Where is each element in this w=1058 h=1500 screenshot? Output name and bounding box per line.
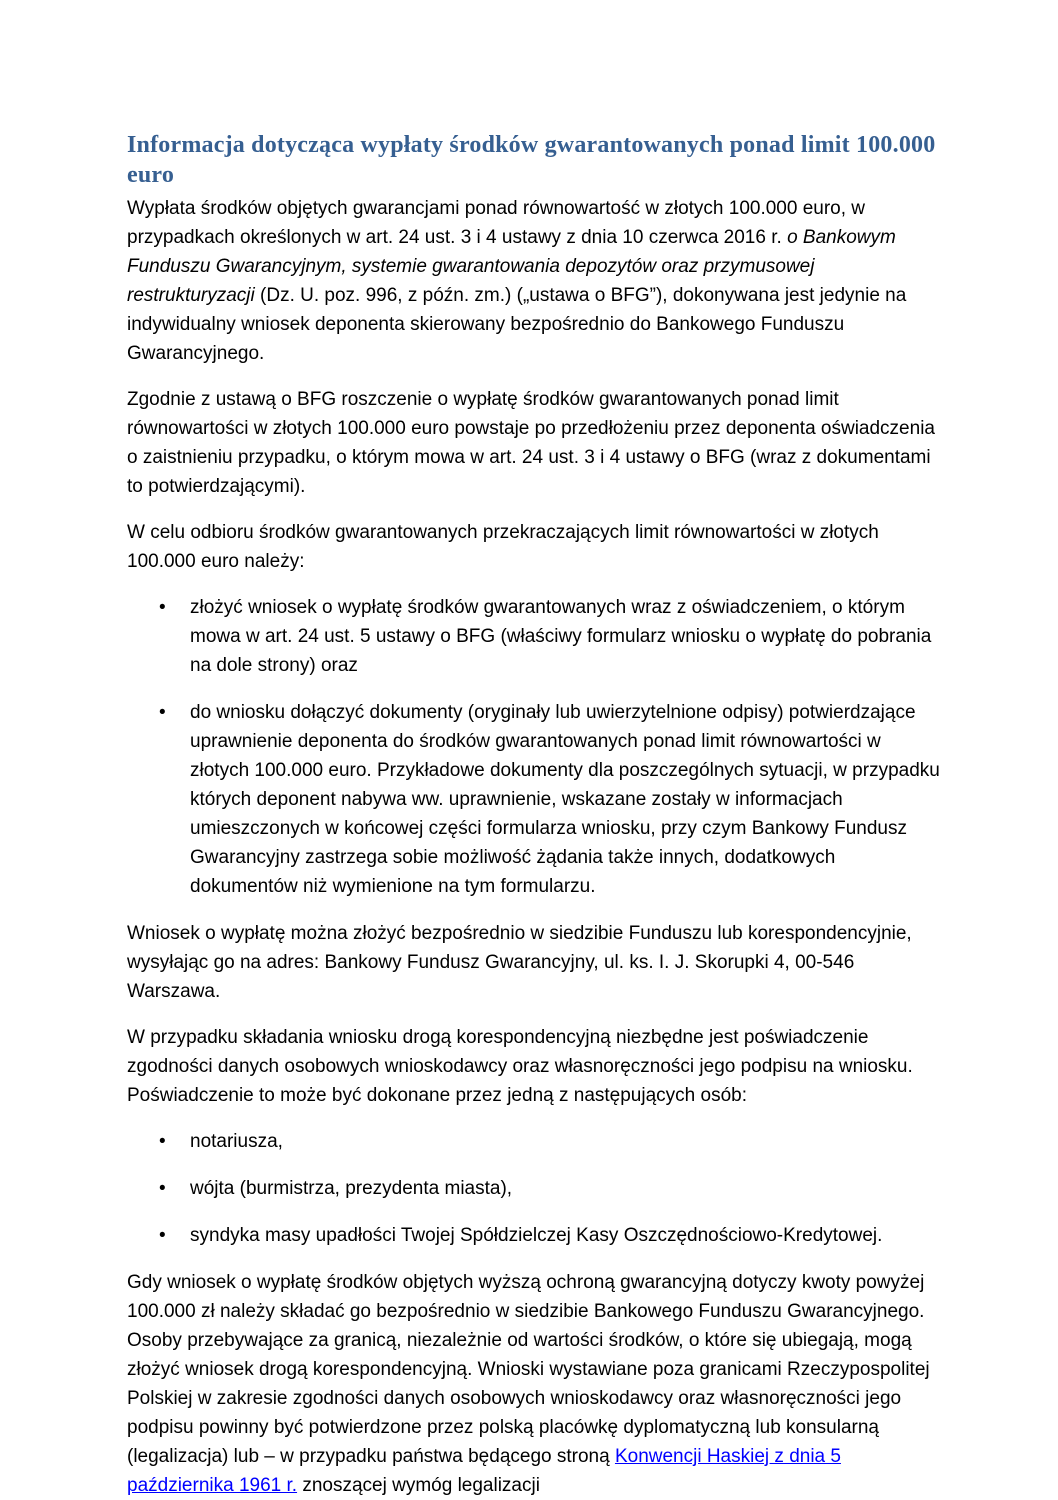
certification-intro-paragraph: W przypadku składania wniosku drogą korespondencyjną niezbędne jest poświadczenie zgodności danych osobowych wnioskodawcy oraz własnoręczności jego podpisu na wniosku. Poświadczenie to może być dokonane przez jedną z następujących osób: [127,1027,913,1106]
closing-text-before-link: Gdy wniosek o wypłatę środków objętych wyższą ochroną gwarancyjną dotyczy kwoty powyżej 100.000 zł należy składać go bezpośrednio w siedzibie Bankowego Funduszu Gwarancyjnego. Osoby przebywające za granicą, niezależnie od wartości środków, o które się ubiegają, mogą złożyć wniosek drogą korespondencyjną. Wnioski wystawiane poza granicami Rzeczypospolitej Polskiej w zakresie zgodności danych osobowych wnioskodawcy oraz własnoręczności jego podpisu powinny być potwierdzone przez polską placówkę dyplomatyczną lub konsularną (legalizacja) lub – w przypadku państwa będącego stroną [127,1272,930,1467]
claim-paragraph: Zgodnie z ustawą o BFG roszczenie o wypłatę środków gwarantowanych ponad limit równowartości w złotych 100.000 euro powstaje po przedłożeniu przez deponenta oświadczenia o zaistnieniu przypadku, o którym mowa w art. 24 ust. 3 i 4 ustawy o BFG (wraz z dokumentami to potwierdzającymi). [127,389,935,497]
certifiers-list-item-notary: • notariusza, [190,1127,941,1156]
intro-paragraph [127,194,941,368]
law-title-italic: o Bankowym Funduszu Gwarancyjnym, systemie gwarantowania depozytów oraz przymusowej restrukturyzacji [127,227,896,306]
certifiers-list-item-trustee: • syndyka masy upadłości Twojej Spółdzielczej Kasy Oszczędnościowo-Kredytowej. [190,1221,941,1250]
steps-list [127,593,941,901]
steps-list-item-1: • złożyć wniosek o wypłatę środków gwarantowanych wraz z oświadczeniem, o którym mowa w art. 24 ust. 5 ustawy o BFG (właściwy formularz wniosku o wypłatę do pobrania na dole strony) oraz [190,593,941,680]
closing-paragraph [127,1268,941,1500]
submission-paragraph: Wniosek o wypłatę można złożyć bezpośrednio w siedzibie Funduszu lub korespondencyjnie, wysyłając go na adres: Bankowy Fundusz Gwarancyjny, ul. ks. I. J. Skorupki 4, 00-546 Warszawa. [127,923,912,1002]
page-title: Informacja dotycząca wypłaty środków gwarantowanych ponad limit 100.000 euro [127,132,936,188]
steps-list-item-2: • do wniosku dołączyć dokumenty (oryginały lub uwierzytelnione odpisy) potwierdzające uprawnienie deponenta do środków gwarantowanych ponad limit równowartości w złotych 100.000 euro. Przykładowe dokumenty dla poszczególnych sytuacji, w przypadku których deponent nabywa ww. uprawnienie, wskazane zostały w informacjach umieszczonych w końcowej części formularza wniosku, przy czym Bankowy Fundusz Gwarancyjny zastrzega sobie możliwość żądania także innych, dodatkowych dokumentów niż wymienione na tym formularzu. [190,698,941,901]
hague-convention-link[interactable]: Konwencji Haskiej z dnia 5 października 1961 r. [127,1446,841,1496]
intro-text-after-italic: (Dz. U. poz. 996, z późn. zm.) („ustawa o BFG”), dokonywana jest jedynie na indywidualny wniosek deponenta skierowany bezpośrednio do Bankowego Funduszu Gwarancyjnego. [127,285,907,364]
certifiers-list-item-mayor: • wójta (burmistrza, prezydenta miasta), [190,1174,941,1203]
intro-text-before-italic: Wypłata środków objętych gwarancjami ponad równowartość w złotych 100.000 euro, w przypadkach określonych w art. 24 ust. 3 i 4 ustawy z dnia 10 czerwca 2016 r. [127,198,866,248]
closing-text-after-link: znoszącej wymóg legalizacji [297,1475,540,1496]
certifiers-list [127,1127,941,1250]
steps-intro-paragraph: W celu odbioru środków gwarantowanych przekraczających limit równowartości w złotych 100.000 euro należy: [127,522,879,572]
